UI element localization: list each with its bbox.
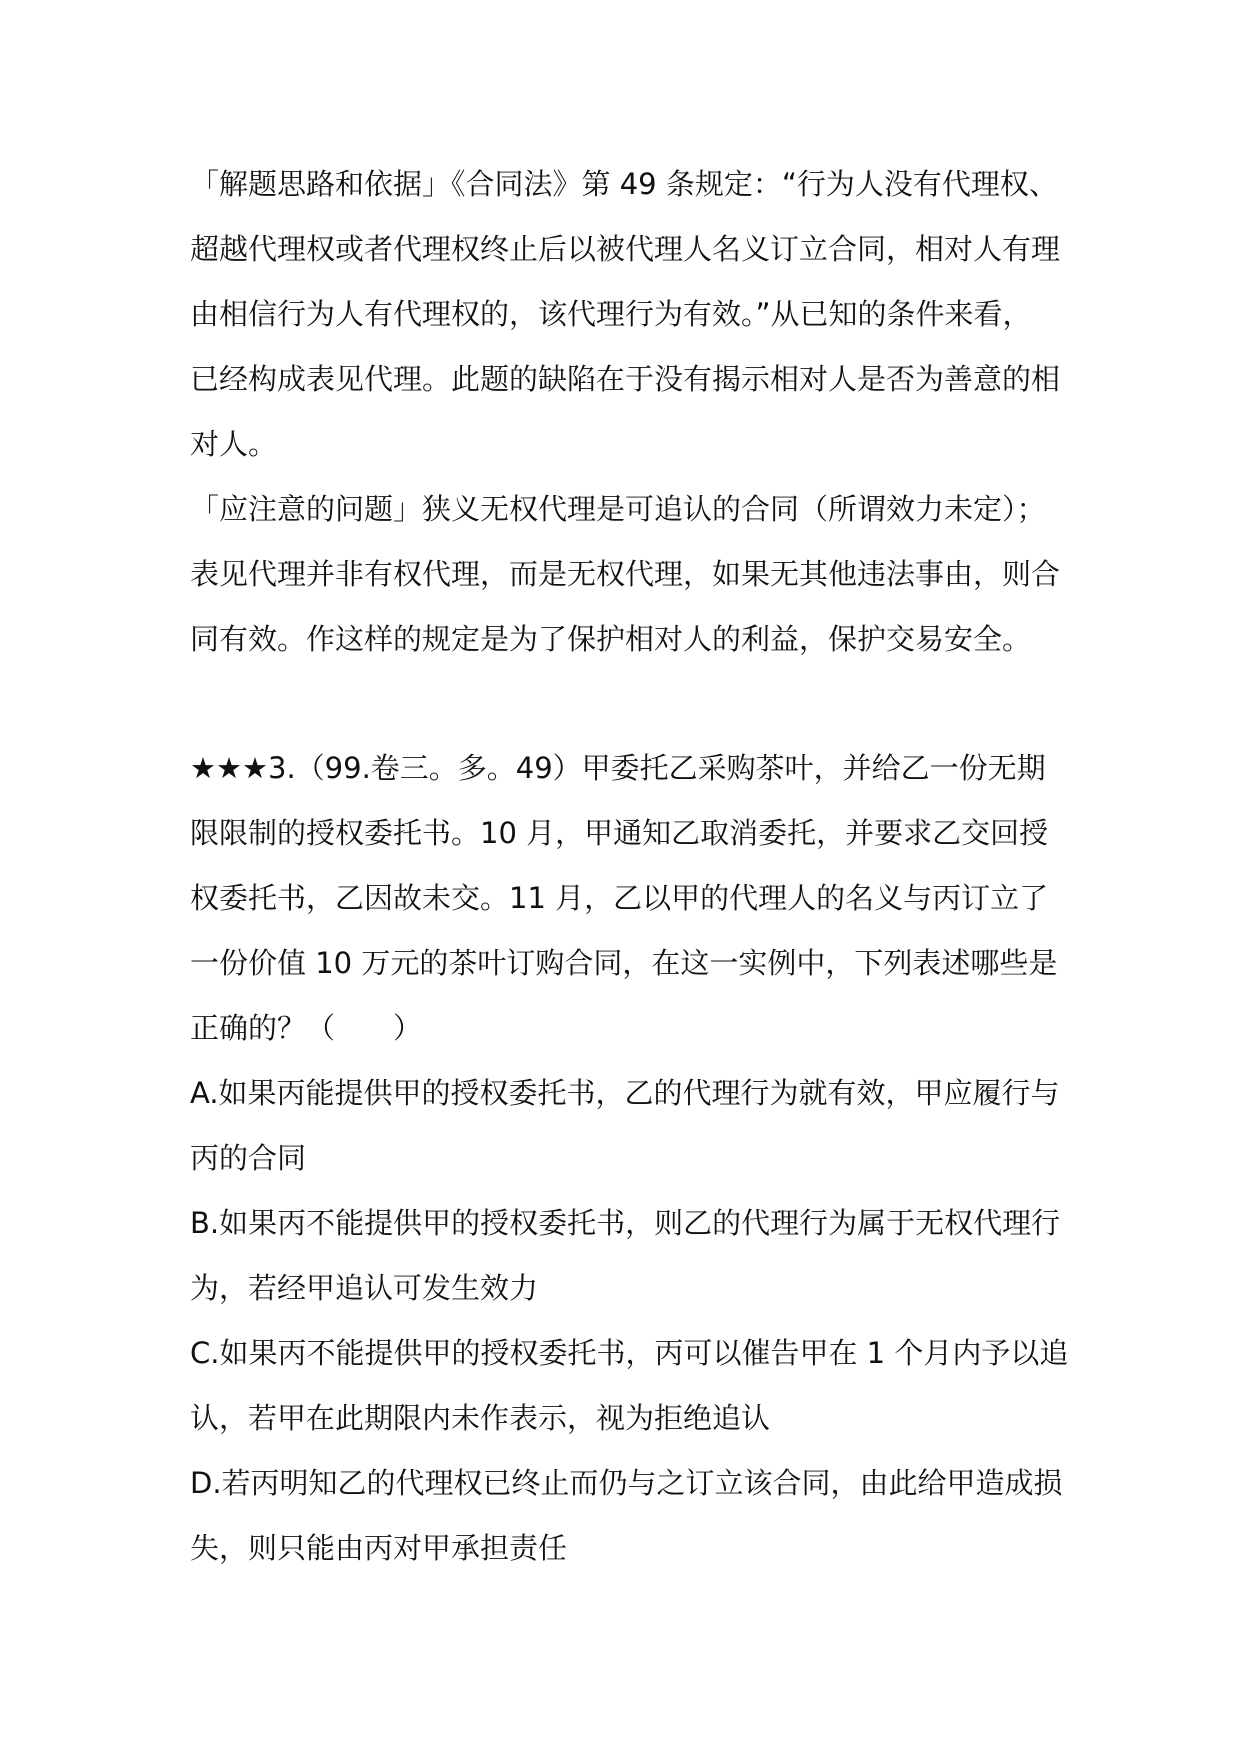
question-line: ★★★3.（99.卷三。多。49）甲委托乙采购茶叶，并给乙一份无期: [190, 751, 1046, 785]
option-c: [190, 1321, 1069, 1451]
option-b: [190, 1191, 1060, 1321]
paragraph-spacer: [190, 672, 1060, 736]
analysis-line: 对人。: [190, 427, 278, 461]
option-line: A.如果丙能提供甲的授权委托书，乙的代理行为就有效，甲应履行与: [190, 1076, 1060, 1110]
document-page: [190, 152, 1069, 1581]
analysis-line: 超越代理权或者代理权终止后以被代理人名义订立合同，相对人有理: [190, 232, 1061, 266]
option-a: [190, 1061, 1060, 1191]
option-line: C.如果丙不能提供甲的授权委托书，丙可以催告甲在 1 个月内予以追: [190, 1336, 1069, 1370]
option-d: [190, 1451, 1063, 1581]
analysis-line: 「解题思路和依据」《合同法》第 49 条规定：“行为人没有代理权、: [190, 167, 1058, 201]
notes-line: 「应注意的问题」狭义无权代理是可追认的合同（所谓效力未定）；: [190, 492, 1046, 526]
question-stem: [190, 736, 1060, 1061]
analysis-paragraph: [190, 152, 1060, 477]
option-line: 失，则只能由丙对甲承担责任: [190, 1531, 568, 1565]
notes-paragraph: [190, 477, 1060, 672]
option-line: 丙的合同: [190, 1141, 307, 1175]
option-line: 为，若经甲追认可发生效力: [190, 1271, 539, 1305]
analysis-line: 已经构成表见代理。此题的缺陷在于没有揭示相对人是否为善意的相: [190, 362, 1061, 396]
notes-line: 同有效。作这样的规定是为了保护相对人的利益，保护交易安全。: [190, 622, 1032, 656]
notes-line: 表见代理并非有权代理，而是无权代理，如果无其他违法事由，则合: [190, 557, 1061, 591]
analysis-line: 由相信行为人有代理权的，该代理行为有效。”从已知的条件来看，: [190, 297, 1032, 331]
option-line: D.若丙明知乙的代理权已终止而仍与之订立该合同，由此给甲造成损: [190, 1466, 1063, 1500]
question-line: 一份价值 10 万元的茶叶订购合同，在这一实例中，下列表述哪些是: [190, 946, 1058, 980]
option-line: 认，若甲在此期限内未作表示，视为拒绝追认: [190, 1401, 771, 1435]
question-line: 权委托书，乙因故未交。11 月，乙以甲的代理人的名义与丙订立了: [190, 881, 1049, 915]
question-line: 正确的？（ ）: [190, 1011, 423, 1045]
question-line: 限限制的授权委托书。10 月，甲通知乙取消委托，并要求乙交回授: [190, 816, 1049, 850]
option-line: B.如果丙不能提供甲的授权委托书，则乙的代理行为属于无权代理行: [190, 1206, 1061, 1240]
